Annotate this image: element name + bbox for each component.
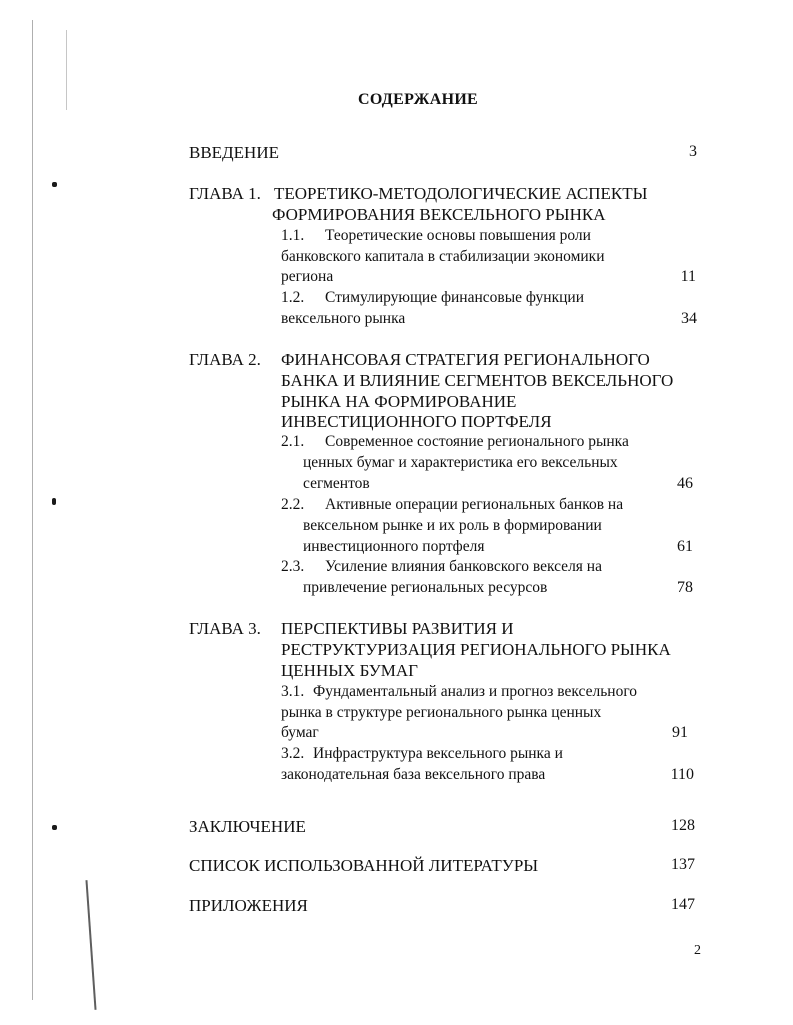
page-title: СОДЕРЖАНИЕ (358, 91, 479, 108)
chapter-2-title-line: БАНКА И ВЛИЯНИЕ СЕГМЕНТОВ ВЕКСЕЛЬНОГО (281, 371, 674, 390)
section-title-line: вексельном рынке и их роль в формировании (303, 517, 602, 534)
chapter-3-title-line: ЦЕННЫХ БУМАГ (281, 661, 418, 680)
toc-conclusion-page: 128 (671, 817, 695, 834)
section-title-line: сегментов (303, 475, 370, 492)
section-title-line: инвестиционного портфеля (303, 538, 485, 555)
section-title-line: региона (281, 268, 334, 285)
section-title-line: Современное состояние регионального рынка (325, 433, 629, 450)
section-title-line: Инфраструктура вексельного рынка и (313, 745, 563, 762)
page-number: 2 (694, 943, 701, 958)
section-number: 1.2. (281, 289, 305, 306)
section-title-line: Усиление влияния банковского векселя на (325, 558, 602, 575)
section-title-line: Фундаментальный анализ и прогноз вексельного (313, 683, 638, 700)
chapter-1-title-line: ФОРМИРОВАНИЯ ВЕКСЕЛЬНОГО РЫНКА (272, 205, 606, 224)
section-number: 2.1. (281, 433, 305, 450)
section-title-line: банковского капитала в стабилизации экономики (281, 248, 605, 265)
section-title-line: вексельного рынка (281, 310, 406, 327)
chapter-2-title-line: ИНВЕСТИЦИОННОГО ПОРТФЕЛЯ (281, 412, 552, 431)
chapter-2-title-line: ФИНАНСОВАЯ СТРАТЕГИЯ РЕГИОНАЛЬНОГО (281, 350, 650, 369)
section-number: 1.1. (281, 227, 305, 244)
chapter-3-title-line: РЕСТРУКТУРИЗАЦИЯ РЕГИОНАЛЬНОГО РЫНКА (281, 640, 671, 659)
section-page: 34 (681, 310, 697, 327)
toc-appendices-page: 147 (671, 896, 695, 913)
section-page: 78 (677, 579, 693, 596)
section-page: 110 (670, 766, 694, 783)
chapter-3-title-line: ПЕРСПЕКТИВЫ РАЗВИТИЯ И (281, 619, 514, 638)
section-title-line: ценных бумаг и характеристика его вексельных (303, 454, 618, 471)
scan-speck (52, 182, 57, 187)
toc-conclusion-label: ЗАКЛЮЧЕНИЕ (189, 817, 306, 836)
section-title-line: законодательная база вексельного права (281, 766, 546, 783)
section-title-line: Стимулирующие финансовые функции (325, 289, 585, 306)
toc-bibliography-label: СПИСОК ИСПОЛЬЗОВАННОЙ ЛИТЕРАТУРЫ (189, 856, 539, 875)
section-page: 11 (680, 268, 696, 285)
chapter-2-label: ГЛАВА 2. (189, 350, 261, 369)
scan-speck (52, 498, 56, 505)
section-title-line: бумаг (281, 724, 319, 741)
section-number: 3.1. (281, 683, 305, 700)
toc-bibliography-page: 137 (671, 856, 695, 873)
section-page: 61 (677, 538, 693, 555)
scan-speck (52, 825, 57, 830)
scan-margin-line (32, 20, 33, 1000)
section-page: 46 (677, 475, 693, 492)
section-number: 3.2. (281, 745, 305, 762)
toc-intro-page: 3 (689, 143, 697, 160)
chapter-1-label: ГЛАВА 1. (189, 184, 261, 203)
section-title-line: рынка в структуре регионального рынка ценных (281, 704, 602, 721)
scan-margin-line (66, 30, 67, 110)
chapter-1-title-line: ТЕОРЕТИКО-МЕТОДОЛОГИЧЕСКИЕ АСПЕКТЫ (274, 184, 648, 203)
section-page: 91 (672, 724, 688, 741)
chapter-3-label: ГЛАВА 3. (189, 619, 261, 638)
scan-margin-line (85, 880, 96, 1010)
chapter-2-title-line: РЫНКА НА ФОРМИРОВАНИЕ (281, 392, 517, 411)
section-title-line: Теоретические основы повышения роли (325, 227, 591, 244)
section-number: 2.3. (281, 558, 305, 575)
section-title-line: привлечение региональных ресурсов (303, 579, 548, 596)
toc-appendices-label: ПРИЛОЖЕНИЯ (189, 896, 308, 915)
section-title-line: Активные операции региональных банков на (325, 496, 624, 513)
toc-intro-label: ВВЕДЕНИЕ (189, 143, 279, 162)
section-number: 2.2. (281, 496, 305, 513)
